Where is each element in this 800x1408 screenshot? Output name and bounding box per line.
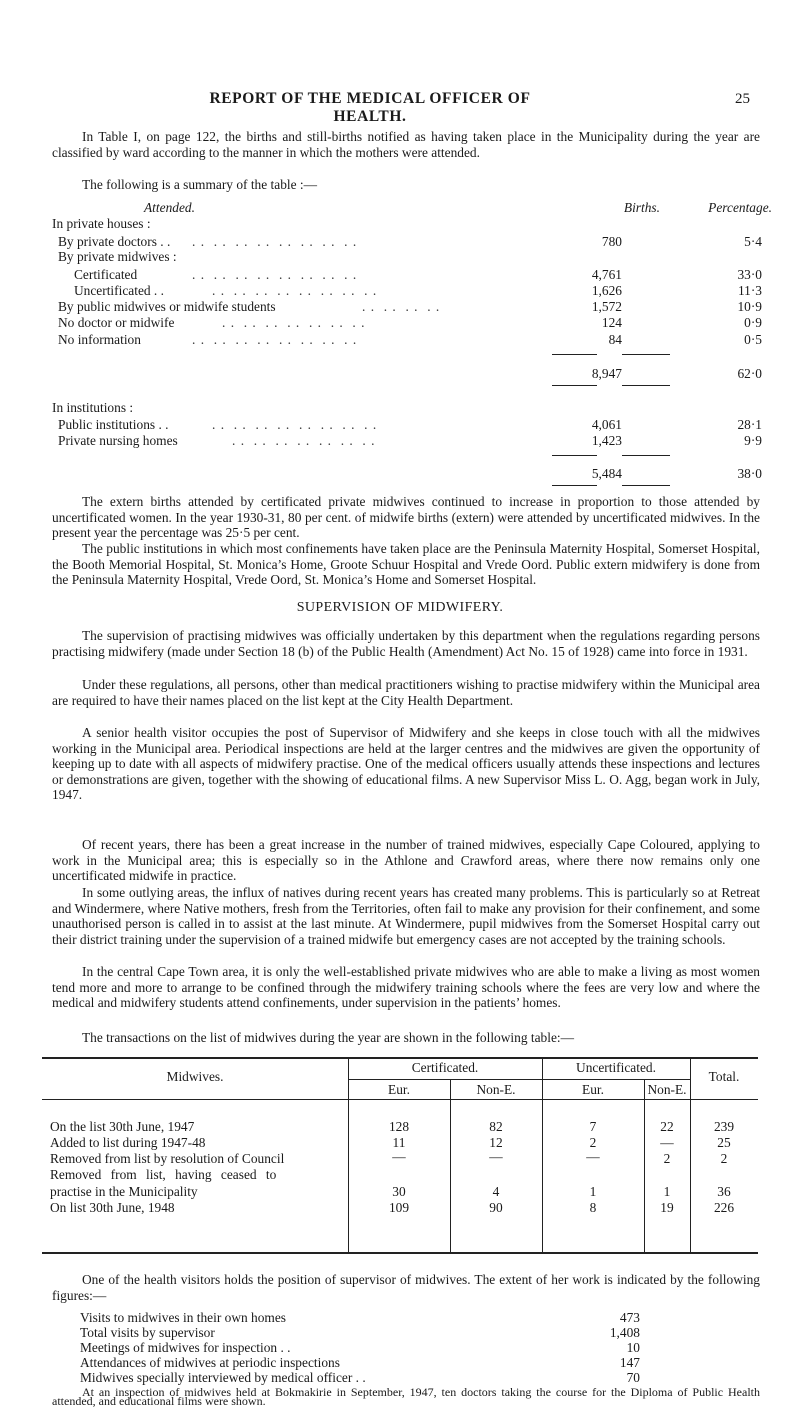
inst-total-pct: 38·0 [737,466,762,481]
paragraph-recent: Of recent years, there has been a great increase in the number of trained midwives, especially Cape Coloured, applying to work in the Municipal area; this is especially so in the Athlone and Crawford areas, where there now remains only one uncertificated midwife in practice. [52,837,760,884]
summary-births: 780 [601,234,622,249]
work-figure-row [80,1325,640,1340]
paragraph-outlying: In some outlying areas, the influx of natives during recent years has created many problems. This is particularly so at Retreat and Windermere, where Native mothers, fresh from the Territories, often fail to make any provision for their confinement, and some unauthorised person is called in to assist at the last minute. At Windermere, pupil midwives from the Somerset Hospital carry out their district training under the supervision of a trained midwife but emergency cases are not accepted by the training schools. [52,885,760,947]
cell-cert-non-e: 4 [492,1184,500,1199]
header-total: Total. [708,1069,740,1084]
work-figure-row [80,1355,640,1370]
row-label: practise in the Municipality [50,1184,198,1199]
cell-cert-non-e: — [489,1149,503,1164]
rule [552,455,597,456]
work-label: Total visits by supervisor [80,1325,215,1340]
cell-cert-non-e: 12 [489,1135,503,1150]
header-uncert-non-e: Non-E. [647,1082,687,1097]
rule [622,385,670,386]
page-header [0,90,800,125]
paragraph-central: In the central Cape Town area, it is only the well-established private midwives who are able to make a living as most women tend more and more to arrange to be confined through the midwifery training schools where the fees are very low and where the medical and midwifery students attend confinements, under supervision in the patients’ homes. [52,964,760,1011]
summary-intro: The following is a summary of the table :— [82,177,318,192]
cell-uncert-non-e: — [660,1135,674,1150]
row-divider [348,1079,690,1080]
cell-cert-eur: 128 [388,1119,410,1134]
header-cert-eur: Eur. [388,1082,410,1097]
cell-cert-eur: 11 [392,1135,406,1150]
cell-uncert-eur: 7 [589,1119,597,1134]
rule [622,455,670,456]
col-attended: Attended. [144,200,195,215]
rule [552,485,597,486]
summary-births: 84 [608,332,622,347]
summary-pct: 33·0 [737,267,762,282]
summary-pct: 5·4 [744,234,762,249]
summary-row-label: By private doctors . . [58,234,171,249]
summary-row-label: No doctor or midwife [58,315,175,330]
work-figure-row [80,1340,640,1355]
summary-pct: 11·3 [737,283,762,298]
summary-births: 1,423 [591,433,622,448]
row-label: On list 30th June, 1948 [50,1200,175,1215]
cell-uncert-eur: — [586,1149,600,1164]
work-label: Visits to midwives in their own homes [80,1310,286,1325]
summary-row-label: By private midwives : [58,249,177,264]
cell-cert-eur: 30 [392,1184,406,1199]
summary-row-label: Uncertificated . . [74,283,164,298]
header-uncertificated: Uncertificated. [576,1060,656,1075]
work-label: Attendances of midwives at periodic inspections [80,1355,340,1370]
cell-uncert-non-e: 22 [660,1119,674,1134]
col-divider [450,1079,451,1254]
cell-total: 2 [720,1151,728,1166]
summary-births: 1,626 [591,283,622,298]
col-percentage: Percentage. [708,200,772,215]
cell-total: 226 [713,1200,735,1215]
cell-uncert-non-e: 1 [663,1184,671,1199]
cell-uncert-eur: 2 [589,1135,597,1150]
summary-pct: 0·9 [744,315,762,330]
cell-uncert-eur: 1 [589,1184,597,1199]
summary-row-label: Certificated [74,267,138,282]
cell-cert-non-e: 82 [489,1119,503,1134]
paragraph-one-visitor: One of the health visitors holds the position of supervisor of midwives. The extent of her work is indicated by the following figures:— [52,1272,760,1303]
row-label: Removed from list, having ceased to [50,1167,277,1182]
summary-pct: 10·9 [737,299,762,314]
cell-cert-non-e: 90 [489,1200,503,1215]
row-divider [42,1099,758,1100]
work-value: 147 [619,1355,640,1370]
summary-pct: 0·5 [744,332,762,347]
work-figure-row [80,1310,640,1325]
report-title: REPORT OF THE MEDICAL OFFICER OF HEALTH. [209,90,531,125]
cell-total: 25 [717,1135,731,1150]
private-total-births: 8,947 [591,366,622,381]
cell-cert-eur: — [392,1149,406,1164]
paragraph-transactions: The transactions on the list of midwives during the year are shown in the following table:— [82,1030,574,1045]
document-page: REPORT OF THE MEDICAL OFFICER OF HEALTH. 25 In Table I, on page 122, the births and still-births notified as having taken place in the Municipality during the year are classified by ward according to the manner in which the mothers were attended. The following is a summary of the table :— Attended. Births. Percentage. In private houses : By private doctors . . . . . . . . . . . . . . . . . . 780 5·4 By private midwives : Certificated . . . . . . . . . . . . . . . . 4,761 33·0 Uncertificated . . . . . . . . . . . . . . . . . . 1,626 11·3 By public midwives or midwife students . . . . . . . . 1,572 10·9 No doctor or midwife . . . . . . . . . . . . . . 124 0·9 No information . . . . . . . . . . . . . . . . 84 0·5 8,947 62·0 In institutions : Public institutions . . . . . . . . . . . . . . . . . . 4,061 28·1 Private nursing homes . . . . . . . . . . . . . . 1,423 9·9 5,484 38·0 The extern births attended by certificated private midwives continued to increase in proportion to those attended by uncertificated women. In the year 1930-31, 80 per cent. of midwife births (extern) were attended by uncertificated midwives. In the present year the percentage was 25·5 per cent. The public institutions in which most confinements have taken place are the Peninsula Maternity Hospital, Somerset Hospital, the Booth Memorial Hospital, St. Monica’s Home, Groote Schuur Hospital and Vrede Oord. Public extern midwifery is done from the Peninsula Maternity Hospital, Vrede Oord, St. Monica’s Home and Somerset Hospital. SUPERVISION OF MIDWIFERY. The supervision of practising midwives was officially undertaken by this department when the regulations regarding persons practising midwifery (made under Section 18 (b) of the Public Health (Amendment) Act No. 15 of 1928) came into force in 1931. Under these regulations, all persons, other than medical practitioners wishing to practise midwifery within the Municipal area are required to have their names placed on the list kept at the City Health Department. A senior health visitor occupies the post of Supervisor of Midwifery and she keeps in close touch with all the midwives working in the Municipal area. Periodical inspections are held at the larger centres and the midwives are given the opportunity of keeping up to date with all aspects of midwifery practise. One of the medical officers usually attends these inspections and lectures or demonstrations are given, together with the showing of educational films. A new Supervisor Miss L. O. Agg, began work in July, 1947. Of recent years, there has been a great increase in the number of trained midwives, especially Cape Coloured, applying to work in the Municipal area; this is especially so in the Athlone and Crawford areas, where there now remains only one uncertificated midwife in practice. In some outlying areas, the influx of natives during recent years has created many problems. This is particularly so at Retreat and Windermere, where Native mothers, fresh from the Territories, often fail to make any provision for their confinement, and some unauthorised person is called in to assist at the last minute. At Windermere, pupil midwives from the Somerset Hospital carry out their district training under the supervision of a trained midwife but emergency cases are not accepted by the training schools. In the central Cape Town area, it is only the well-established private midwives who are able to make a living as most women tend more and more to arrange to be confined through the midwifery training schools where the fees are very low and where the medical and midwifery students attend confinements, under supervision in the patients’ homes. The transactions on the list of midwives during the year are shown in the following table:— Midwives. Certificated. Uncertificated. Total. Eur. Non-E. Eur. Non-E. On the list 30th June, 1947 128 82 7 22 239 Added to list during 1947-48 11 12 2 — 25 Removed from list by resolution of Council — — — 2 2 Removed from list, having ceased to practise in the Municipality 30 4 1 1 36 On list 30th June, 1948 109 90 8 19 226 One of the health visitors holds the position of supervisor of midwives. The extent of her work is indicated by the following figures:— Visits to midwives in their own homes 473 Total visits by supervisor 1,408 Meetings of midwives for inspection . . 10 Attendances of midwives at periodic inspections 147 Midwives specially interviewed by medical officer . . 70 At an inspection of midwives held at Bokmakirie in September, 1947, ten doctors taking the course for the Diploma of Public Health attended, and educational films were shown. [0,0,800,1406]
summary-births: 1,572 [591,299,622,314]
intro-paragraph: In Table I, on page 122, the births and still-births notified as having taken place in the Municipality during the year are classified by ward according to the manner in which the mothers were attended. [52,129,760,160]
paragraph-extern: The extern births attended by certificated private midwives continued to increase in proportion to those attended by uncertificated women. In the year 1930-31, 80 per cent. of midwife births (extern) were attended by uncertificated midwives. In the present year the percentage was 25·5 per cent. [52,494,760,541]
header-cert-non-e: Non-E. [476,1082,516,1097]
header-uncert-eur: Eur. [582,1082,604,1097]
cell-uncert-non-e: 2 [663,1151,671,1166]
paragraph-institutions: The public institutions in which most confinements have taken place are the Peninsula Maternity Hospital, Somerset Hospital, the Booth Memorial Hospital, St. Monica’s Home, Groote Schuur Hospital and Vrede Oord. Public extern midwifery is done from the Peninsula Maternity Hospital, Vrede Oord, St. Monica’s Home and Somerset Hospital. [52,541,760,588]
cell-uncert-non-e: 19 [660,1200,674,1215]
paragraph-senior: A senior health visitor occupies the post of Supervisor of Midwifery and she keeps in close touch with all the midwives working in the Municipal area. Periodical inspections are held at the larger centres and the midwives are given the opportunity of keeping up to date with all aspects of midwifery practise. One of the medical officers usually attends these inspections and lectures or demonstrations are given, together with the showing of educational films. A new Supervisor Miss L. O. Agg, began work in July, 1947. [52,725,760,803]
summary-births: 4,761 [591,267,622,282]
row-label: Added to list during 1947-48 [50,1135,206,1150]
cell-cert-eur: 109 [388,1200,410,1215]
midwives-table [42,1057,758,1254]
header-certificated: Certificated. [411,1060,479,1075]
work-value: 1,408 [609,1325,640,1340]
summary-row-label: No information [58,332,141,347]
row-label: Removed from list by resolution of Council [50,1151,285,1166]
rule [622,485,670,486]
rule [552,354,597,355]
row-label: On the list 30th June, 1947 [50,1119,195,1134]
summary-row-label: Private nursing homes [58,433,178,448]
work-label: Meetings of midwives for inspection . . [80,1340,291,1355]
cell-total: 36 [717,1184,731,1199]
summary-row-label: By public midwives or midwife students [58,299,276,314]
page-number: 25 [735,91,750,107]
summary-pct: 28·1 [737,417,762,432]
inst-total-births: 5,484 [591,466,622,481]
summary-pct: 9·9 [744,433,762,448]
paragraph-supervision: The supervision of practising midwives was officially undertaken by this department when the regulations regarding persons practising midwifery (made under Section 18 (b) of the Public Health (Amendment) Act No. 15 of 1928) came into force in 1931. [52,628,760,659]
cell-total: 239 [713,1119,735,1134]
work-label: Midwives specially interviewed by medical officer . . [80,1370,366,1385]
summary-births: 124 [601,315,622,330]
work-figure-row [80,1370,640,1385]
header-midwives: Midwives. [166,1069,224,1084]
institutions-label: In institutions : [52,400,134,415]
summary-births: 4,061 [591,417,622,432]
section-heading: SUPERVISION OF MIDWIFERY. [296,600,504,615]
cell-uncert-eur: 8 [589,1200,597,1215]
work-value: 473 [619,1310,640,1325]
work-value: 10 [626,1340,640,1355]
col-births: Births. [623,200,660,215]
paragraph-inspection: At an inspection of midwives held at Bokmakirie in September, 1947, ten doctors taking the course for the Diploma of Public Health attended, and educational films were shown. [52,1385,760,1408]
work-value: 70 [626,1370,640,1385]
private-total-pct: 62·0 [737,366,762,381]
paragraph-regulations: Under these regulations, all persons, other than medical practitioners wishing to practise midwifery within the Municipal area are required to have their names placed on the list kept at the City Health Department. [52,677,760,708]
rule [622,354,670,355]
private-houses-label: In private houses : [52,216,151,231]
rule [552,385,597,386]
summary-row-label: Public institutions . . [58,417,169,432]
